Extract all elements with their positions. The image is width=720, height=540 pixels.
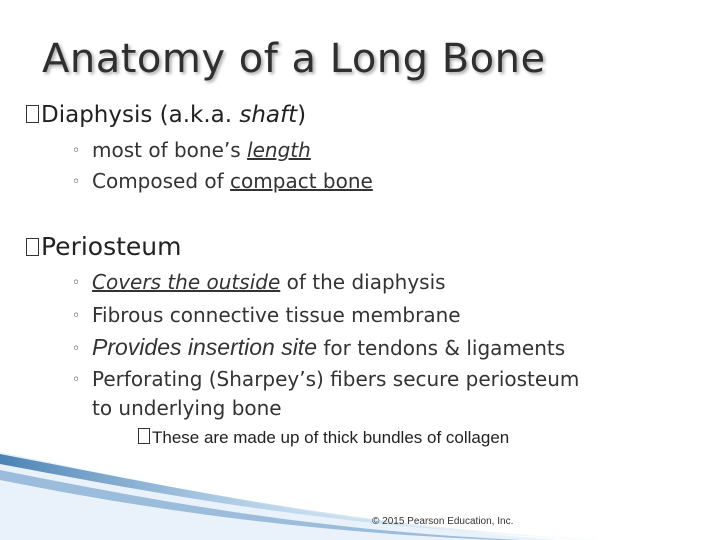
item-emphasis: length (247, 138, 311, 162)
bullet-box-icon (26, 238, 39, 256)
list-item (72, 367, 579, 391)
item-text: most of bone’s (92, 138, 248, 162)
item-emphasis: compact bone (230, 169, 373, 193)
diaphysis-heading-italic: shaft (239, 102, 298, 128)
item-text: Perforating (Sharpey’s) fibers secure periosteum (92, 367, 580, 391)
bullet-circle-icon: ◦ (72, 143, 81, 159)
item-text: of the diaphysis (280, 270, 446, 294)
bullet-circle-icon: ◦ (72, 308, 81, 324)
list-item (72, 169, 373, 193)
sub-item-text: These are made up of thick bundles of collagen (152, 428, 510, 447)
periosteum-heading-text: Periosteum (41, 232, 182, 261)
copyright-notice: © 2015 Pearson Education, Inc. (372, 516, 514, 527)
bullet-circle-icon: ◦ (72, 275, 81, 291)
item-emphasis: Provides insertion site (92, 334, 317, 360)
bullet-circle-icon: ◦ (72, 341, 81, 357)
bullet-circle-icon: ◦ (72, 174, 81, 190)
diaphysis-heading-end: ) (297, 102, 307, 128)
slide-title: Anatomy of a Long Bone (42, 36, 546, 82)
list-item (72, 303, 461, 327)
list-item (72, 334, 565, 361)
list-item (72, 138, 311, 162)
item-text: for tendons & ligaments (317, 336, 566, 360)
heading-diaphysis (26, 102, 306, 128)
bullet-circle-icon: ◦ (72, 372, 81, 388)
list-item (72, 270, 446, 294)
item-text: Fibrous connective tissue membrane (92, 303, 461, 327)
item-emphasis: Covers the outside (92, 270, 281, 294)
heading-periosteum (26, 232, 182, 261)
item-text: Composed of (92, 169, 231, 193)
diaphysis-heading-text: Diaphysis (a.k.a. (41, 102, 240, 128)
decorative-swoosh (0, 440, 720, 540)
list-item-continuation: to underlying bone (92, 396, 282, 420)
bullet-box-icon (26, 105, 39, 123)
